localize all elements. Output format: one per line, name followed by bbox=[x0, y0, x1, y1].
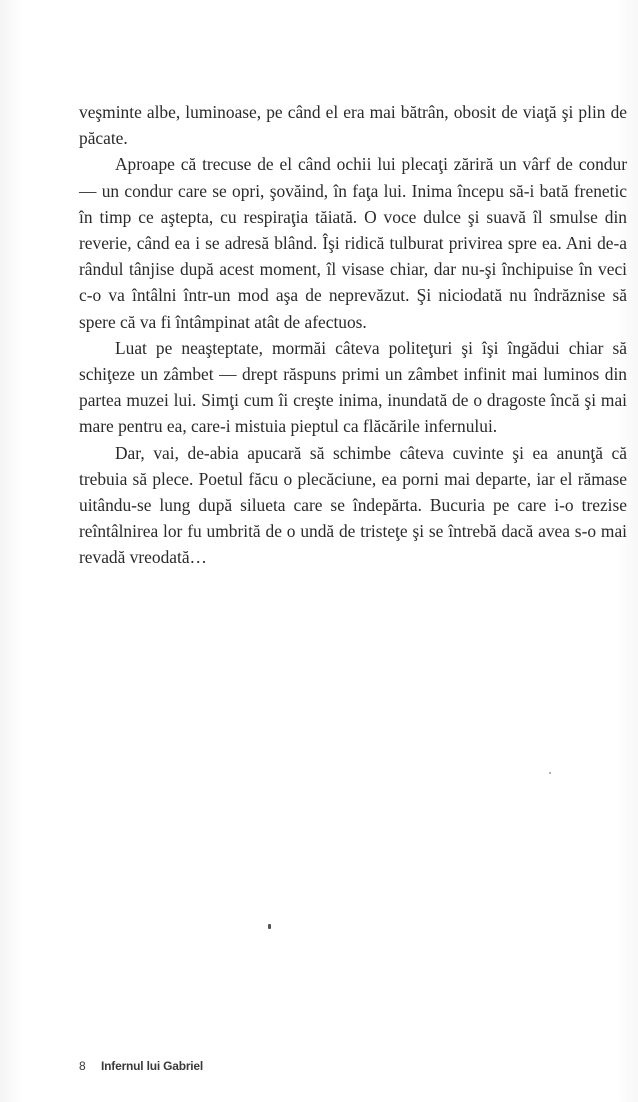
page-number: 8 bbox=[79, 1059, 86, 1073]
book-title: Infernul lui Gabriel bbox=[101, 1059, 204, 1073]
paragraph-2: Aproape că trecuse de el când ochii lui plecaţi zăriră un vârf de condur — un condur care se opri, şovăind, în faţa lui. Inima începu să-i bată frenetic în timp ce aştepta, cu respiraţia tăiată. O voce dulce şi suavă îl smulse din reverie, când ea i se adresă blând. Îşi ridică tulburat privirea spre ea. Ani de-a rândul tânjise după acest moment, îl visase chiar, dar nu-şi închipuise în veci c-o va întâlni într-un mod aşa de neprevăzut. Şi niciodată nu îndrăznise să spere că va fi întâmpinat atât de afectuos. bbox=[79, 154, 627, 332]
paragraph-4: Dar, vai, de-abia apucară să schimbe câteva cuvinte şi ea anunţă că trebuia să plece. Poetul făcu o plecăciune, ea porni mai departe, iar el rămase uitându-se lung după silueta care se îndepărta. Bucuria pe care i-o trezise reîntâlnirea lor fu umbrită de o undă de tristeţe şi se întrebă dacă avea s-o mai revadă vreodată… bbox=[79, 442, 627, 568]
print-speck bbox=[549, 772, 551, 774]
body-text bbox=[79, 99, 627, 571]
paragraph-1: veşminte albe, luminoase, pe când el era mai bătrân, obosit de viaţă şi plin de păcate. bbox=[79, 102, 627, 149]
print-speck bbox=[268, 924, 271, 929]
paragraph-3: Luat pe neaşteptate, mormăi câteva politeţuri şi îşi îngădui chiar să schiţeze un zâmbet — drept răspuns primi un zâmbet infinit mai luminos din partea muzei lui. Simţi cum îi creşte inima, inundată de o dragoste încă şi mai mare pentru ea, care-i mistuia pieptul ca flăcările infernului. bbox=[79, 337, 627, 437]
page-footer bbox=[79, 1059, 203, 1073]
